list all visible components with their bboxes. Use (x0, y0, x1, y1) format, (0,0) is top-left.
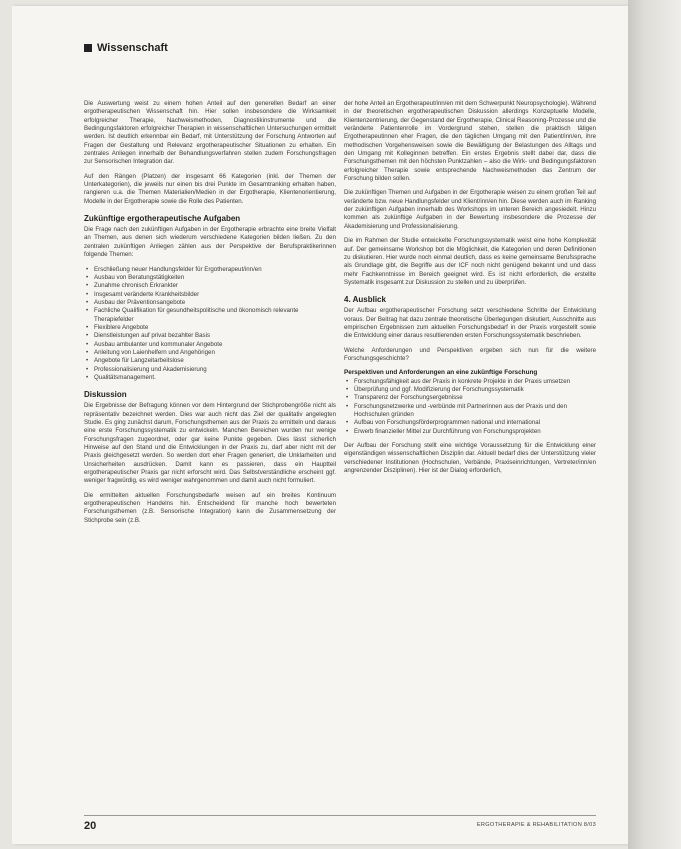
journal-name: ERGOTHERAPIE & REHABILITATION 8/03 (476, 822, 596, 828)
list-item: • Zunahme chronisch Erkrankter (94, 282, 336, 290)
page-number: 20 (84, 820, 97, 832)
heading-discussion: Diskussion (84, 390, 127, 400)
list-item: • Aufbau von Forschungsförderprogrammen national und international (354, 419, 596, 427)
paragraph: Die zukünftigen Themen und Aufgaben in der Ergotherapie weisen zu einem großen Teil auf veränderte bzw. neue Handlungsfelder und Klient/inn/en hin. Diese werden auch im Ranking der zukünftigen Aufgaben innerhalb des Workshops im unteren Bereich angesiedelt. Hinzu kommen als zukünftige Aufgaben in der Bewertung insbesondere die Prozesse der Akademisierung und Professionalisierung. (344, 189, 596, 230)
list-item: • Forschungsfähigkeit aus der Praxis in konkrete Projekte in der Praxis umsetzen (354, 378, 596, 386)
heading-future-tasks: Zukünftige ergotherapeutische Aufgaben (84, 214, 241, 224)
paragraph: Der Aufbau ergotherapeutischer Forschung setzt verschiedene Schritte der Entwicklung voraus. Der Beitrag hat dazu zentrale theoretische Überlegungen diskutiert, Ausschnitte aus empirischen Ergebnissen zum aktuellen Forschungsbedarf in der Praxis vorgestellt sowie die Entwicklung einer daraus resultierenden ersten Forschungssystematik beschrieben. (344, 307, 596, 340)
paragraph: Die Ergebnisse der Befragung können vor dem Hintergrund der Stichprobengröße nicht als repräsentativ bezeichnet werden. Dies war auch nicht das Ziel der qualitativ angelegten Studie. Es ging zunächst darum, Forschungsthemen aus der Praxis zu ermitteln und daraus eine erste Forschungssystematik zu entwickeln. Manchen Bereichen wurden nur wenige Forschungsfragen zugeordnet, oder gar keine Punkte gegeben. Dies lässt sicherlich Hinweise auf den Stand und die Entwicklungen in der Praxis zu, darf aber nicht mit der Praxis gleichgesetzt werden. So werden dort eher Fragen generiert, die Unklarheiten und Unsicherheiten ausdrücken. Damit kann es passieren, dass ein Hauptteil ergotherapeutischer Praxis gar nicht erforscht wird. Das Selbstverständliche erscheint ggf. weniger fragwürdig, es wird weniger wahrgenommen und damit auch nicht formuliert. (84, 402, 336, 485)
list-item: • Überprüfung und ggf. Modifizierung der Forschungssystematik (354, 386, 596, 394)
paragraph: Die ermittelten aktuellen Forschungsbedarfe weisen auf ein breites Kontinuum ergotherapeutischen Handelns hin. Entscheidend für manche hoch bewerteten Forschungsthemen (z.B. Sensorische Integration) kann die Zusammensetzung der Stichprobe sein (z.B. (84, 491, 336, 524)
list-item: • Anleitung von Laienhelfern und Angehörigen (94, 349, 336, 357)
square-bullet-icon (84, 44, 92, 52)
paragraph: Die Auswertung weist zu einem hohen Anteil auf den generellen Bedarf an einer ergotherapeutischen Wissenschaft hin. Hier sollen insbesondere die Wirksamkeit erfolgreicher Therapie, Nachweismethoden, Diagnostikinstrumente und die Bedingungsfaktoren erfolgreicher Therapien in wissenschaftlichen Untersuchungen ermittelt werden. Ist deutlich erkennbar ein Bedarf, mit Unterstützung der Forschung Antworten auf Fragen der Gestaltung und Relevanz ergotherapeutischer Situationen zu erhalten. Ein zentrales Anliegen innerhalb der Behandlungsverfahren stellen zudem Forschungsfragen zur Sensorischen Integration dar. (84, 100, 336, 166)
list-item: • Erschließung neuer Handlungsfelder für Ergotherapeut/inn/en (94, 266, 336, 274)
list-item: • Angebote für Langzeitarbeitslose (94, 357, 336, 365)
paragraph: Welche Anforderungen und Perspektiven ergeben sich nun für die weitere Forschungsgeschichte? (344, 346, 596, 362)
paragraph: Auf den Rängen (Platzen) der insgesamt 66 Kategorien (inkl. der Themen der Unterkategorien), die jeweils nur einen bis drei Punkte im Gesamtranking erhalten haben, rangieren u.a. die Themen Materialien/Medien in der Ergotherapie, Klientenorientierung, Modelle in der Ergotherapie sowie die Rolle des Patienten. (84, 172, 336, 205)
footer-rule (84, 815, 596, 816)
list-item: • Dienstleistungen auf privat bezahlter Basis (94, 332, 336, 340)
list-item: • Qualitätsmanagement. (94, 374, 336, 382)
list-item: • Ausbau von Beratungstätigkeiten (94, 274, 336, 282)
section-header (84, 42, 168, 54)
list-item: • Professionalisierung und Akademisierung (94, 366, 336, 374)
list-item: • Ausbau ambulanter und kommunaler Angebote (94, 341, 336, 349)
future-tasks-list (84, 266, 336, 383)
paragraph: der hohe Anteil an Ergotherapeut/inn/en mit dem Schwerpunkt Neuropsychologie). Während in der theoretischen ergotherapeutischen Diskussion allerdings Konzeptuelle Modelle, Klientenzentrierung, der Gegenstand der Ergotherapie, Clinical Reasoning-Prozesse und die veränderte Patientenrolle im Vordergrund stehen, stellen die praktisch tätigen Ergotherapeutinnen eher Fragen, die den täglichen Umgang mit den Patient/inn/en, ihre methodischen Vorgehensweisen sowie die Bewältigung der Belastungen des Alltags und den Umgang mit Kolleginnen betreffen. Ein erstes Ergebnis stellt dabei dar, dass die Forschungsthemen mit den höchsten Punktzahlen – also die Wirk- und Bedingungsfaktoren erfolgreicher Therapie sowie entsprechende Nachweismethoden das Zentrum der Forschung bilden sollen. (344, 100, 596, 183)
list-item: • Forschungsnetzwerke und -verbünde mit Partnerinnen aus der Praxis und den Hochschulen gründen (354, 403, 596, 420)
paragraph: Die im Rahmen der Studie entwickelte Forschungssystematik weist eine hohe Komplexität auf. Der gemeinsame Workshop bot die Möglichkeit, die Kategorien und deren Definitionen zu diskutieren. Hier wurde noch einmal deutlich, dass es keine gemeinsame Berufssprache als Grundlage gibt, die Begriffe aus der ICF noch nicht genügend bekannt und und dass mehr Fachkenntnisse im Bereich geeignet wird. Es ist nicht erforderlich, die erstellte Systematik insgesamt zur Diskussion zu stellen und zu überprüfen. (344, 237, 596, 286)
list-item: • Flexiblere Angebote (94, 324, 336, 332)
page-gutter (628, 0, 681, 849)
paragraph: Die Frage nach den zukünftigen Aufgaben in der Ergotherapie erbrachte eine breite Vielfalt an Themen, aus denen sich wiederum verschiedene Kategorien bilden ließen. Zu den zentralen zukünftigen Anliegen zählen aus der Perspektive der Berufspraktikerinnen folgende Themen: (84, 226, 336, 259)
left-column (84, 100, 336, 531)
perspectives-box-title: Perspektiven und Anforderungen an eine zukünftige Forschung (344, 369, 538, 377)
list-item: • Erwerb finanzieller Mittel zur Durchführung von Forschungsprojekten (354, 428, 596, 436)
paragraph: Der Aufbau der Forschung stellt eine wichtige Voraussetzung für die Entwicklung einer eigenständigen wissenschaftlichen Disziplin dar. Aktuell bedarf dies der Unterstützung vieler verschiedener Institutionen (Hochschulen, Verbände, Praxiseinrichtungen, Vertreter/inn/en angrenzender Disziplinen). Hier ist der Dialog erforderlich, (344, 442, 596, 475)
section-title: Wissenschaft (97, 42, 168, 54)
perspectives-list (344, 378, 596, 436)
list-item: • Insgesamt veränderte Krankheitsbilder (94, 291, 336, 299)
list-item: • Ausbau der Präventionsangebote (94, 299, 336, 307)
heading-outlook: 4. Ausblick (344, 295, 386, 305)
list-item: • Fachliche Qualifikation für gesundheitspolitische und ökonomisch relevante Therapiefelder (94, 307, 336, 324)
list-item: • Transparenz der Forschungsergebnisse (354, 394, 596, 402)
right-column (344, 100, 596, 481)
